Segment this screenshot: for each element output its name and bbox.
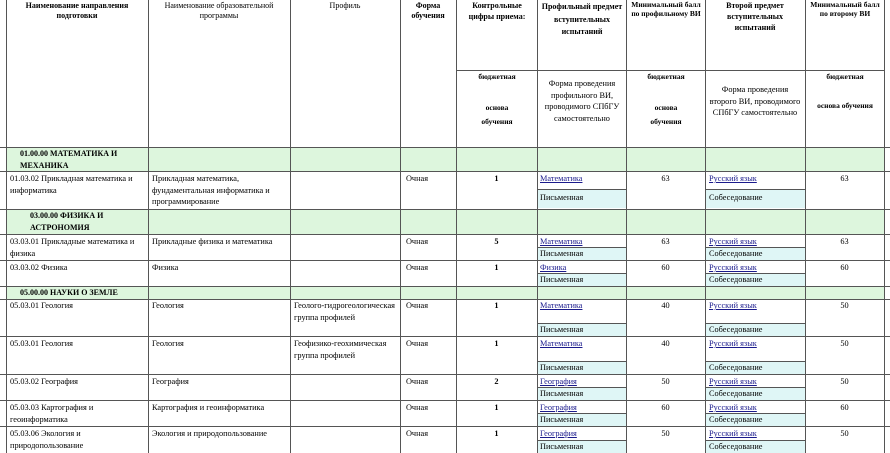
cell-direction: 05.03.01 Геология [10,301,73,310]
cell-score-second: 60 [840,403,849,412]
header-second-subject: Второй предмет вступительных испытаний [726,1,784,32]
cell-program: Геология [152,339,184,348]
profile-subject-link[interactable]: Математика [540,174,583,183]
cell-quota: 1 [494,263,499,272]
profile-exam-form: Письменная [540,249,584,258]
second-subject-link[interactable]: Русский язык [709,339,757,348]
cell-program: Прикладная математика, фундаментальная информатика и программирование [152,174,270,206]
cell-direction: 05.03.01 Геология [10,339,73,348]
profile-exam-form: Письменная [540,415,584,424]
second-subject-link[interactable]: Русский язык [709,301,757,310]
cell-form: Очная [405,237,429,246]
profile-subject-link[interactable]: Физика [540,263,567,272]
cell-score-second: 50 [840,377,849,386]
cell-quota: 5 [494,237,499,246]
cell-form: Очная [405,403,429,412]
cell-direction: 03.03.01 Прикладные математика и физика [10,237,135,258]
header-basis-score: основа обучения [650,103,682,126]
cell-score-profile: 60 [661,263,670,272]
cell-form: Очная [405,174,429,183]
cell-score-second: 63 [840,174,849,183]
cell-form: Очная [405,339,429,348]
second-subject-link[interactable]: Русский язык [709,429,757,438]
cell-score-profile: 50 [661,429,670,438]
section-label: 03.00.00 ФИЗИКА И АСТРОНОМИЯ [30,211,104,232]
header-program: Наименование образовательной программы [164,1,274,20]
second-exam-form: Собеседование [709,193,763,202]
profile-exam-form: Письменная [540,389,584,398]
header-form-profile-exam: Форма проведения профильного ВИ, проводимого СПбГУ самостоятельно [544,79,620,123]
header-profile-subject: Профильный предмет вступительных испытаний [541,2,623,36]
cell-quota: 2 [494,377,499,386]
cell-quota: 1 [494,301,499,310]
cell-program: География [152,377,189,386]
cell-score-second: 50 [840,429,849,438]
second-subject-link[interactable]: Русский язык [709,174,757,183]
cell-form: Очная [405,429,429,438]
cell-quota: 1 [494,339,499,348]
header-budget-second: бюджетная [826,72,864,81]
header-budget-quota: бюджетная [478,72,516,81]
cell-program: Геология [152,301,184,310]
header-basis-second: основа обучения [817,101,873,110]
second-subject-link[interactable]: Русский язык [709,263,757,272]
cell-program: Физика [152,263,179,272]
profile-exam-form: Письменная [540,363,584,372]
cell-quota: 1 [494,429,499,438]
profile-exam-form: Письменная [540,442,584,451]
header-quota: Контрольные цифры приема: [468,1,526,21]
second-exam-form: Собеседование [709,415,763,424]
cell-form: Очная [405,263,429,272]
cell-direction: 05.03.03 Картография и геоинформатика [10,403,94,424]
profile-exam-form: Письменная [540,325,584,334]
cell-score-second: 50 [840,339,849,348]
header-min-score-second: Минимальный балл по второму ВИ [810,0,880,18]
cell-quota: 1 [494,403,499,412]
header-min-score-profile: Минимальный балл по профильному ВИ [631,0,701,18]
second-subject-link[interactable]: Русский язык [709,403,757,412]
header-direction: Наименование направления подготовки [25,1,129,20]
section-row-earth [6,287,884,299]
cell-direction: 01.03.02 Прикладная математика и информатика [10,174,133,195]
second-exam-form: Собеседование [709,442,763,451]
cell-profile: Геофизико-геохимическая группа профилей [294,339,387,360]
profile-subject-link[interactable]: География [540,403,577,412]
profile-subject-link[interactable]: География [540,429,577,438]
cell-direction: 05.03.02 География [10,377,78,386]
header-form-second-exam: Форма проведения второго ВИ, проводимого СПбГУ самостоятельно [709,85,801,117]
cell-score-second: 63 [840,237,849,246]
cell-program: Картография и геоинформатика [152,403,265,412]
profile-subject-link[interactable]: Математика [540,237,583,246]
second-exam-form: Собеседование [709,389,763,398]
section-label: 01.00.00 МАТЕМАТИКА И МЕХАНИКА [20,149,118,170]
cell-form: Очная [405,377,429,386]
cell-score-profile: 40 [661,301,670,310]
header-profile: Профиль [329,1,361,10]
cell-score-profile: 50 [661,377,670,386]
second-exam-form: Собеседование [709,275,763,284]
cell-program: Экология и природопользование [152,429,267,438]
header-form: Форма обучения [411,1,445,20]
cell-score-profile: 63 [661,237,670,246]
second-subject-link[interactable]: Русский язык [709,237,757,246]
header-basis-quota: основа обучения [481,103,513,126]
profile-subject-link[interactable]: Математика [540,339,583,348]
second-exam-form: Собеседование [709,363,763,372]
header-budget-score: бюджетная [647,72,685,81]
cell-score-profile: 63 [661,174,670,183]
cell-form: Очная [405,301,429,310]
profile-subject-link[interactable]: География [540,377,577,386]
cell-direction: 03.03.02 Физика [10,263,68,272]
section-label: 05.00.00 НАУКИ О ЗЕМЛЕ [20,288,118,297]
cell-program: Прикладные физика и математика [152,237,273,246]
cell-score-second: 60 [840,263,849,272]
cell-quota: 1 [494,174,499,183]
cell-score-profile: 40 [661,339,670,348]
second-subject-link[interactable]: Русский язык [709,377,757,386]
cell-score-second: 50 [840,301,849,310]
second-exam-form: Собеседование [709,325,763,334]
profile-exam-form: Письменная [540,275,584,284]
profile-subject-link[interactable]: Математика [540,301,583,310]
second-exam-form: Собеседование [709,249,763,258]
profile-exam-form: Письменная [540,193,584,202]
cell-profile: Геолого-гидрогеологическая группа профилей [294,301,395,322]
cell-score-profile: 60 [661,403,670,412]
cell-direction: 05.03.06 Экология и природопользование [10,429,84,450]
